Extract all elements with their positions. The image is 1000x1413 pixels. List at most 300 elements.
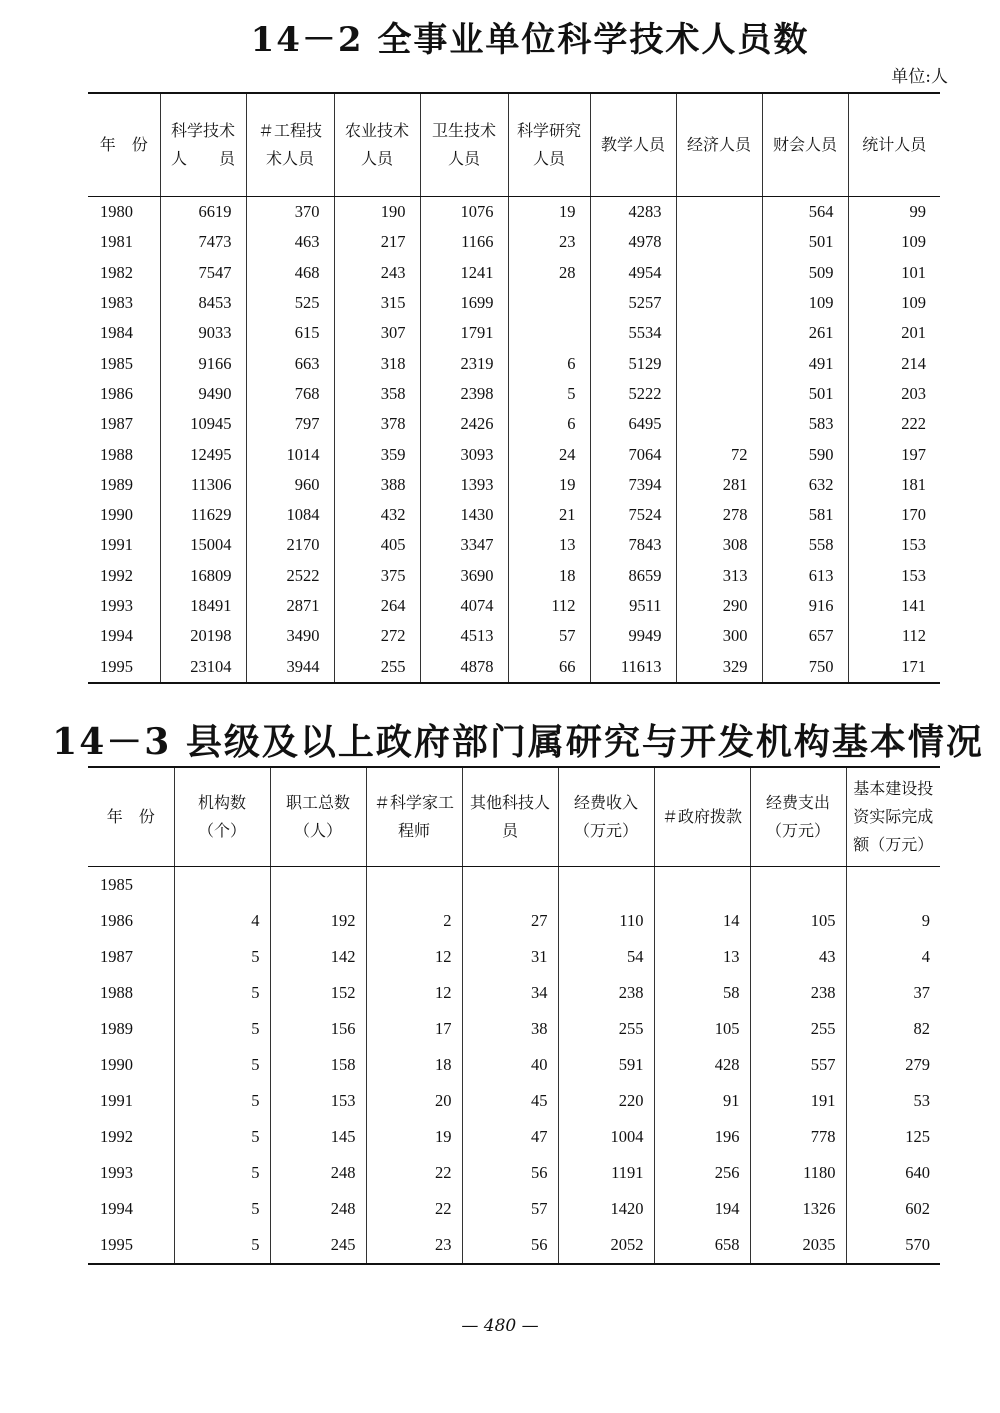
value-cell: 12495: [160, 439, 246, 469]
value-cell: 272: [334, 621, 420, 651]
value-cell: 1699: [420, 288, 508, 318]
value-cell: 38: [462, 1011, 558, 1047]
value-cell: 156: [270, 1011, 366, 1047]
value-cell: 6495: [590, 409, 676, 439]
table-row: [88, 591, 940, 621]
column-header: 基本建设投资实际完成额（万元）: [846, 767, 940, 867]
value-cell: 432: [334, 500, 420, 530]
value-cell: 5: [174, 1155, 270, 1191]
value-cell: 5: [174, 1011, 270, 1047]
value-cell: 2052: [558, 1227, 654, 1264]
table1-title: 14－2 全事业单位科学技术人员数: [250, 20, 810, 60]
year-cell: 1990: [100, 1055, 133, 1074]
table1-header-row: [88, 93, 940, 197]
year-cell: 1994: [100, 626, 133, 646]
value-cell: [676, 197, 762, 228]
value-cell: 57: [508, 621, 590, 651]
value-cell: 245: [270, 1227, 366, 1264]
value-cell: 5: [174, 1119, 270, 1155]
value-cell: 57: [462, 1191, 558, 1227]
value-cell: [750, 867, 846, 904]
table-row: [88, 348, 940, 378]
value-cell: 7064: [590, 439, 676, 469]
value-cell: [654, 867, 750, 904]
value-cell: [366, 867, 462, 904]
value-cell: 5222: [590, 379, 676, 409]
table-row: [88, 318, 940, 348]
value-cell: 602: [846, 1191, 940, 1227]
table-row: [88, 379, 940, 409]
value-cell: 45: [462, 1083, 558, 1119]
value-cell: 778: [750, 1119, 846, 1155]
year-cell: 1987: [100, 414, 133, 434]
value-cell: 1004: [558, 1119, 654, 1155]
value-cell: 370: [246, 197, 334, 228]
value-cell: 20: [366, 1083, 462, 1119]
value-cell: 1076: [420, 197, 508, 228]
value-cell: 9166: [160, 348, 246, 378]
value-cell: 1791: [420, 318, 508, 348]
value-cell: 23104: [160, 651, 246, 682]
unit-label: 单位:人: [891, 67, 948, 87]
value-cell: 378: [334, 409, 420, 439]
rnd-institutions-table: [88, 766, 940, 1265]
table-row: [88, 903, 940, 939]
value-cell: 5: [174, 975, 270, 1011]
value-cell: 181: [848, 470, 940, 500]
year-cell: 1988: [100, 444, 133, 464]
value-cell: 255: [334, 651, 420, 682]
year-cell: 1981: [100, 232, 133, 252]
value-cell: [676, 409, 762, 439]
value-cell: 1084: [246, 500, 334, 530]
value-cell: 15004: [160, 530, 246, 560]
column-header: 财会人员: [762, 93, 848, 197]
value-cell: 9490: [160, 379, 246, 409]
value-cell: 281: [676, 470, 762, 500]
value-cell: 11629: [160, 500, 246, 530]
value-cell: 329: [676, 651, 762, 682]
value-cell: 109: [848, 227, 940, 257]
value-cell: 4978: [590, 227, 676, 257]
table-row: [88, 227, 940, 257]
value-cell: 768: [246, 379, 334, 409]
science-tech-personnel-table: [88, 92, 940, 684]
value-cell: [270, 867, 366, 904]
value-cell: [174, 867, 270, 904]
value-cell: 8453: [160, 288, 246, 318]
value-cell: 590: [762, 439, 848, 469]
value-cell: 3347: [420, 530, 508, 560]
value-cell: 632: [762, 470, 848, 500]
year-cell: 1989: [100, 1019, 133, 1038]
value-cell: 300: [676, 621, 762, 651]
table-row: [88, 470, 940, 500]
value-cell: 264: [334, 591, 420, 621]
value-cell: 405: [334, 530, 420, 560]
year-cell: 1986: [100, 911, 133, 930]
value-cell: 509: [762, 258, 848, 288]
value-cell: 491: [762, 348, 848, 378]
column-header: 机构数（个）: [174, 767, 270, 867]
value-cell: 142: [270, 939, 366, 975]
table1-body: [88, 197, 940, 683]
year-cell: 1982: [100, 262, 133, 282]
year-cell: 1993: [100, 1163, 133, 1182]
value-cell: 54: [558, 939, 654, 975]
value-cell: 109: [762, 288, 848, 318]
year-cell: 1980: [100, 202, 133, 222]
value-cell: 3690: [420, 561, 508, 591]
value-cell: 243: [334, 258, 420, 288]
value-cell: 24: [508, 439, 590, 469]
value-cell: 5: [174, 1047, 270, 1083]
value-cell: 105: [654, 1011, 750, 1047]
value-cell: 53: [846, 1083, 940, 1119]
value-cell: 18: [508, 561, 590, 591]
value-cell: 2035: [750, 1227, 846, 1264]
page-number: — 480 —: [461, 1316, 539, 1336]
value-cell: 3944: [246, 651, 334, 682]
table-row: [88, 621, 940, 651]
value-cell: 4954: [590, 258, 676, 288]
value-cell: 1430: [420, 500, 508, 530]
value-cell: 109: [848, 288, 940, 318]
value-cell: 4878: [420, 651, 508, 682]
column-header: 教学人员: [590, 93, 676, 197]
year-cell: 1995: [100, 656, 133, 676]
value-cell: 2: [366, 903, 462, 939]
table-row: [88, 1119, 940, 1155]
table2-title: 14－3 县级及以上政府部门属研究与开发机构基本情况: [52, 721, 984, 763]
table-row: [88, 288, 940, 318]
value-cell: 10945: [160, 409, 246, 439]
value-cell: [676, 227, 762, 257]
value-cell: 22: [366, 1155, 462, 1191]
year-cell: 1988: [100, 983, 133, 1002]
table-row: [88, 409, 940, 439]
value-cell: 153: [848, 561, 940, 591]
column-header: ＃政府拨款: [654, 767, 750, 867]
value-cell: 7473: [160, 227, 246, 257]
value-cell: 37: [846, 975, 940, 1011]
value-cell: 613: [762, 561, 848, 591]
value-cell: [676, 348, 762, 378]
value-cell: 2170: [246, 530, 334, 560]
value-cell: 18: [366, 1047, 462, 1083]
value-cell: 5129: [590, 348, 676, 378]
value-cell: 1191: [558, 1155, 654, 1191]
year-cell: 1993: [100, 596, 133, 615]
value-cell: 557: [750, 1047, 846, 1083]
value-cell: 428: [654, 1047, 750, 1083]
table-row: [88, 939, 940, 975]
value-cell: 797: [246, 409, 334, 439]
value-cell: 5257: [590, 288, 676, 318]
value-cell: 2871: [246, 591, 334, 621]
year-cell: 1985: [100, 875, 133, 894]
value-cell: 153: [270, 1083, 366, 1119]
value-cell: 19: [508, 197, 590, 228]
value-cell: 358: [334, 379, 420, 409]
value-cell: 47: [462, 1119, 558, 1155]
value-cell: 194: [654, 1191, 750, 1227]
value-cell: 501: [762, 379, 848, 409]
value-cell: 11613: [590, 651, 676, 682]
value-cell: 916: [762, 591, 848, 621]
value-cell: [508, 318, 590, 348]
value-cell: 1420: [558, 1191, 654, 1227]
value-cell: 501: [762, 227, 848, 257]
value-cell: 525: [246, 288, 334, 318]
value-cell: 17: [366, 1011, 462, 1047]
value-cell: 2398: [420, 379, 508, 409]
value-cell: 141: [848, 591, 940, 621]
value-cell: 19: [508, 470, 590, 500]
table-row: [88, 1191, 940, 1227]
table-row: [88, 1047, 940, 1083]
value-cell: 658: [654, 1227, 750, 1264]
value-cell: 66: [508, 651, 590, 682]
value-cell: 564: [762, 197, 848, 228]
value-cell: 4074: [420, 591, 508, 621]
value-cell: 27: [462, 903, 558, 939]
value-cell: 5: [174, 1191, 270, 1227]
value-cell: 112: [848, 621, 940, 651]
year-cell: 1994: [100, 1199, 133, 1218]
value-cell: [676, 379, 762, 409]
table-row: [88, 1227, 940, 1264]
value-cell: 170: [848, 500, 940, 530]
value-cell: 255: [558, 1011, 654, 1047]
value-cell: 308: [676, 530, 762, 560]
value-cell: 7547: [160, 258, 246, 288]
value-cell: 192: [270, 903, 366, 939]
column-header: 农业技术人员: [334, 93, 420, 197]
value-cell: 1393: [420, 470, 508, 500]
value-cell: 72: [676, 439, 762, 469]
value-cell: 315: [334, 288, 420, 318]
column-header: 职工总数（人）: [270, 767, 366, 867]
value-cell: 6619: [160, 197, 246, 228]
column-header: 卫生技术人员: [420, 93, 508, 197]
value-cell: 640: [846, 1155, 940, 1191]
value-cell: 248: [270, 1191, 366, 1227]
value-cell: 16809: [160, 561, 246, 591]
table-row: [88, 975, 940, 1011]
value-cell: 591: [558, 1047, 654, 1083]
value-cell: 7524: [590, 500, 676, 530]
value-cell: 13: [654, 939, 750, 975]
year-cell: 1991: [100, 1091, 133, 1110]
value-cell: [676, 288, 762, 318]
value-cell: 278: [676, 500, 762, 530]
value-cell: 23: [508, 227, 590, 257]
value-cell: 1241: [420, 258, 508, 288]
value-cell: 9511: [590, 591, 676, 621]
value-cell: 14: [654, 903, 750, 939]
value-cell: 1180: [750, 1155, 846, 1191]
value-cell: 290: [676, 591, 762, 621]
value-cell: 40: [462, 1047, 558, 1083]
value-cell: 31: [462, 939, 558, 975]
value-cell: 960: [246, 470, 334, 500]
value-cell: 238: [558, 975, 654, 1011]
value-cell: 375: [334, 561, 420, 591]
value-cell: 6: [508, 409, 590, 439]
value-cell: 2426: [420, 409, 508, 439]
column-header: 年 份: [88, 93, 160, 197]
value-cell: 9: [846, 903, 940, 939]
table-row: [88, 197, 940, 228]
value-cell: 13: [508, 530, 590, 560]
table-row: [88, 867, 940, 904]
value-cell: 468: [246, 258, 334, 288]
value-cell: 307: [334, 318, 420, 348]
value-cell: 1014: [246, 439, 334, 469]
value-cell: 91: [654, 1083, 750, 1119]
year-cell: 1986: [100, 383, 133, 403]
column-header: 科学研究人员: [508, 93, 590, 197]
value-cell: 110: [558, 903, 654, 939]
value-cell: 256: [654, 1155, 750, 1191]
value-cell: 217: [334, 227, 420, 257]
value-cell: 9033: [160, 318, 246, 348]
value-cell: 145: [270, 1119, 366, 1155]
value-cell: 4513: [420, 621, 508, 651]
value-cell: 2522: [246, 561, 334, 591]
value-cell: 7843: [590, 530, 676, 560]
value-cell: 190: [334, 197, 420, 228]
column-header: 科学技术人 员: [160, 93, 246, 197]
value-cell: 5534: [590, 318, 676, 348]
table-row: [88, 1083, 940, 1119]
value-cell: 581: [762, 500, 848, 530]
table-row: [88, 439, 940, 469]
value-cell: 12: [366, 975, 462, 1011]
year-cell: 1992: [100, 1127, 133, 1146]
value-cell: 222: [848, 409, 940, 439]
value-cell: 191: [750, 1083, 846, 1119]
column-header: 年 份: [88, 767, 174, 867]
value-cell: 197: [848, 439, 940, 469]
value-cell: 19: [366, 1119, 462, 1155]
value-cell: 359: [334, 439, 420, 469]
value-cell: 6: [508, 348, 590, 378]
value-cell: [558, 867, 654, 904]
table2-header-row: [88, 767, 940, 867]
value-cell: 5: [174, 1227, 270, 1264]
value-cell: 203: [848, 379, 940, 409]
year-cell: 1995: [100, 1235, 133, 1254]
value-cell: 570: [846, 1227, 940, 1264]
year-cell: 1989: [100, 474, 133, 494]
value-cell: 20198: [160, 621, 246, 651]
column-header: 经济人员: [676, 93, 762, 197]
year-cell: 1992: [100, 565, 133, 585]
value-cell: 153: [848, 530, 940, 560]
column-header: 经费支出（万元）: [750, 767, 846, 867]
value-cell: [676, 318, 762, 348]
value-cell: 279: [846, 1047, 940, 1083]
value-cell: 21: [508, 500, 590, 530]
table-row: [88, 1155, 940, 1191]
table-row: [88, 258, 940, 288]
year-cell: 1983: [100, 293, 133, 313]
column-header: 统计人员: [848, 93, 940, 197]
value-cell: 201: [848, 318, 940, 348]
value-cell: 558: [762, 530, 848, 560]
value-cell: 248: [270, 1155, 366, 1191]
value-cell: 34: [462, 975, 558, 1011]
value-cell: 3490: [246, 621, 334, 651]
value-cell: 22: [366, 1191, 462, 1227]
year-cell: 1985: [100, 353, 133, 373]
value-cell: 105: [750, 903, 846, 939]
value-cell: [462, 867, 558, 904]
year-cell: 1984: [100, 323, 133, 343]
value-cell: 2319: [420, 348, 508, 378]
value-cell: 82: [846, 1011, 940, 1047]
value-cell: 43: [750, 939, 846, 975]
value-cell: 1166: [420, 227, 508, 257]
value-cell: 5: [174, 939, 270, 975]
value-cell: 4283: [590, 197, 676, 228]
value-cell: 463: [246, 227, 334, 257]
table-row: [88, 1011, 940, 1047]
table-row: [88, 500, 940, 530]
value-cell: 58: [654, 975, 750, 1011]
value-cell: 388: [334, 470, 420, 500]
value-cell: 238: [750, 975, 846, 1011]
year-cell: 1991: [100, 535, 133, 555]
value-cell: 11306: [160, 470, 246, 500]
value-cell: 56: [462, 1227, 558, 1264]
year-cell: 1990: [100, 505, 133, 525]
value-cell: 4: [846, 939, 940, 975]
value-cell: 3093: [420, 439, 508, 469]
column-header: 其他科技人员: [462, 767, 558, 867]
value-cell: 101: [848, 258, 940, 288]
value-cell: 7394: [590, 470, 676, 500]
column-header: ＃工程技术人员: [246, 93, 334, 197]
year-cell: 1987: [100, 947, 133, 966]
table-row: [88, 561, 940, 591]
value-cell: 158: [270, 1047, 366, 1083]
value-cell: 18491: [160, 591, 246, 621]
value-cell: 615: [246, 318, 334, 348]
value-cell: 196: [654, 1119, 750, 1155]
value-cell: 152: [270, 975, 366, 1011]
value-cell: 8659: [590, 561, 676, 591]
value-cell: 171: [848, 651, 940, 682]
value-cell: 1326: [750, 1191, 846, 1227]
column-header: ＃科学家工程师: [366, 767, 462, 867]
value-cell: 583: [762, 409, 848, 439]
value-cell: 220: [558, 1083, 654, 1119]
value-cell: 125: [846, 1119, 940, 1155]
table-row: [88, 530, 940, 560]
value-cell: 5: [174, 1083, 270, 1119]
value-cell: 99: [848, 197, 940, 228]
value-cell: 5: [508, 379, 590, 409]
column-header: 经费收入（万元）: [558, 767, 654, 867]
value-cell: 261: [762, 318, 848, 348]
value-cell: 12: [366, 939, 462, 975]
value-cell: 657: [762, 621, 848, 651]
value-cell: 663: [246, 348, 334, 378]
value-cell: 9949: [590, 621, 676, 651]
